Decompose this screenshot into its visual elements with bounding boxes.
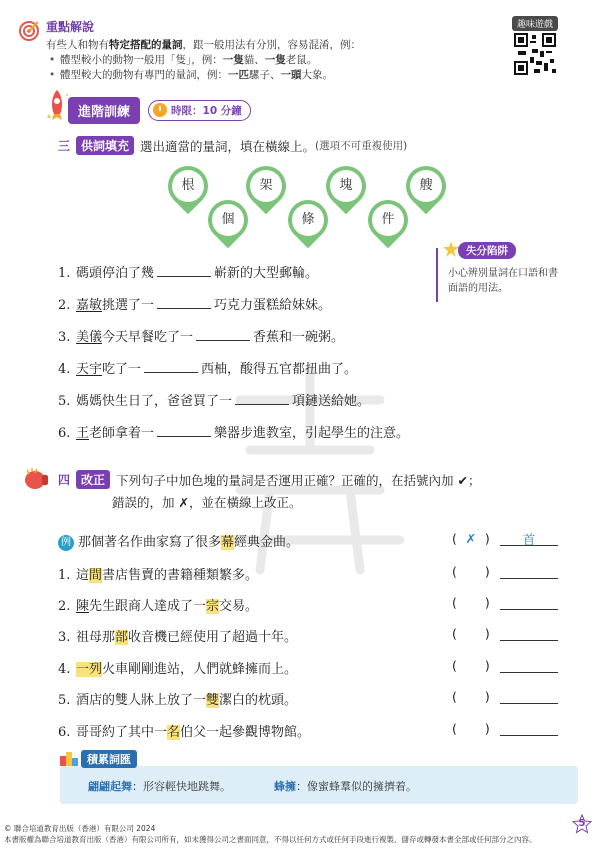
vocab-tag: 積累詞匯 — [81, 750, 137, 768]
word-bank-leaf: 架 — [238, 158, 295, 215]
answer-line[interactable] — [500, 594, 558, 610]
key-points-title: 重點解說 — [46, 20, 95, 34]
key-points-intro: 有些人和物有特定搭配的量詞，跟一般用法有分別，容易混淆，例： — [46, 39, 361, 51]
check-box[interactable]: ( ) — [452, 595, 490, 610]
example-check: ( ✗ ) — [452, 531, 490, 546]
fill-question: 4. 天宇吃了一 西柚，酸得五官都扭曲了。 — [58, 362, 358, 377]
word-bank-leaf: 塊 — [318, 158, 375, 215]
check-box[interactable]: ( ) — [452, 626, 490, 641]
correction-row: 5. 酒店的雙人牀上放了一雙潔白的枕頭。 — [58, 693, 298, 708]
correction-row: 1. 這間書店售賣的書籍種類繁多。 — [58, 568, 259, 583]
vocab-word: 翩翩起舞 — [88, 780, 132, 793]
vocab-items: 翩翩起舞：形容輕快地跳舞。 蜂擁：像蜜蜂羣似的擁擠着。 — [88, 780, 417, 793]
boxing-glove-icon — [22, 466, 50, 492]
advanced-training-label: 進階訓練 — [68, 97, 140, 124]
fill-question: 1. 碼頭停泊了幾 嶄新的大型郵輪。 — [58, 266, 319, 281]
answer-line[interactable] — [500, 657, 558, 673]
fill-question: 2. 嘉敏挑選了一 巧克力蛋糕給妹妹。 — [58, 298, 332, 313]
clock-icon — [153, 103, 167, 117]
answer-blank[interactable] — [157, 297, 211, 309]
answer-line[interactable] — [500, 688, 558, 704]
advanced-training-header — [68, 97, 251, 123]
copyright: © 聯合培道教育出版（香港）有限公司 2024 — [4, 824, 156, 833]
tip-badge: 失分陷阱 — [458, 242, 516, 259]
rocket-icon — [44, 88, 70, 124]
word-bank-leaf: 根 — [160, 158, 217, 215]
time-limit-badge: 時限：10 分鐘 — [148, 100, 251, 121]
section-3-header: 三 供詞填充 選出適當的量詞，填在橫線上。 (選項不可重複使用) — [58, 136, 407, 155]
fill-question: 5. 媽媽快生日了，爸爸買了一 項鏈送給她。 — [58, 394, 371, 409]
example-badge: 例 — [58, 535, 74, 551]
qr-code-icon[interactable] — [514, 33, 556, 75]
page-number: 5 — [572, 814, 592, 834]
answer-blank[interactable] — [157, 265, 211, 277]
answer-blank[interactable] — [235, 393, 289, 405]
correction-row: 6. 哥哥約了其中一名伯父一起參觀博物館。 — [58, 725, 311, 740]
example-answer: 首 — [500, 530, 558, 546]
answer-blank[interactable] — [144, 361, 198, 373]
example-row: 例 那個著名作曲家寫了很多幕經典金曲。 — [58, 531, 299, 551]
key-points-bullet: • 體型較小的動物一般用「隻」，例：一隻貓、一隻老鼠。 — [46, 53, 486, 68]
correction-tag: 改正 — [76, 470, 110, 489]
qr-label: 趣味遊戲 — [512, 16, 558, 31]
check-box[interactable]: ( ) — [452, 689, 490, 704]
word-bank-tag: 供詞填充 — [76, 136, 134, 155]
section-4-header: 四 改正 下列句子中加色塊的量詞是否運用正確？正確的，在括號內加 ✔； — [58, 470, 480, 489]
correction-row: 4. 一列火車剛剛進站，人們就蜂擁而上。 — [58, 662, 298, 677]
footer — [4, 823, 537, 845]
answer-blank[interactable] — [157, 425, 211, 437]
fill-question: 3. 美儀今天早餐吃了一 香蕉和一碗粥。 — [58, 330, 345, 345]
target-icon — [18, 20, 40, 42]
word-bank-leaf: 個 — [200, 192, 257, 249]
word-bank-leaf: 艘 — [398, 158, 455, 215]
answer-line[interactable] — [500, 720, 558, 736]
key-points-bullet: • 體型較大的動物有專門的量詞，例：一匹騾子、一頭大象。 — [46, 68, 486, 83]
key-points — [46, 18, 486, 83]
copyright-notice: 本書版權為聯合培道教育出版（香港）有限公司所有，如未獲得公司之書面同意，不得以任何方式或任何手段進行複製、儲存或轉發本書全部或任何部分之內容。 — [4, 835, 537, 844]
tip-text: 小心辨別量詞在口語和書面語的用法。 — [448, 268, 558, 294]
word-bank-leaf: 件 — [360, 192, 417, 249]
check-box[interactable]: ( ) — [452, 721, 490, 736]
answer-blank[interactable] — [196, 329, 250, 341]
word-bank-leaf: 條 — [280, 192, 337, 249]
answer-line[interactable] — [500, 625, 558, 641]
answer-line[interactable] — [500, 563, 558, 579]
vocab-word: 蜂擁 — [274, 780, 296, 793]
check-box[interactable]: ( ) — [452, 658, 490, 673]
blocks-icon — [60, 752, 78, 766]
vocab-header — [60, 750, 137, 768]
correction-row: 2. 陳先生跟商人達成了一宗交易。 — [58, 599, 259, 614]
correction-row: 3. 祖母那部收音機已經使用了超過十年。 — [58, 630, 298, 645]
section-4-header-line2: 錯誤的，加 ✗，並在橫線上改正。 — [112, 495, 302, 510]
tip-box — [436, 245, 560, 302]
qr-game[interactable] — [512, 16, 558, 79]
check-box[interactable]: ( ) — [452, 564, 490, 579]
fill-question: 6. 王老師拿着一 樂器步進教室，引起學生的注意。 — [58, 426, 410, 441]
